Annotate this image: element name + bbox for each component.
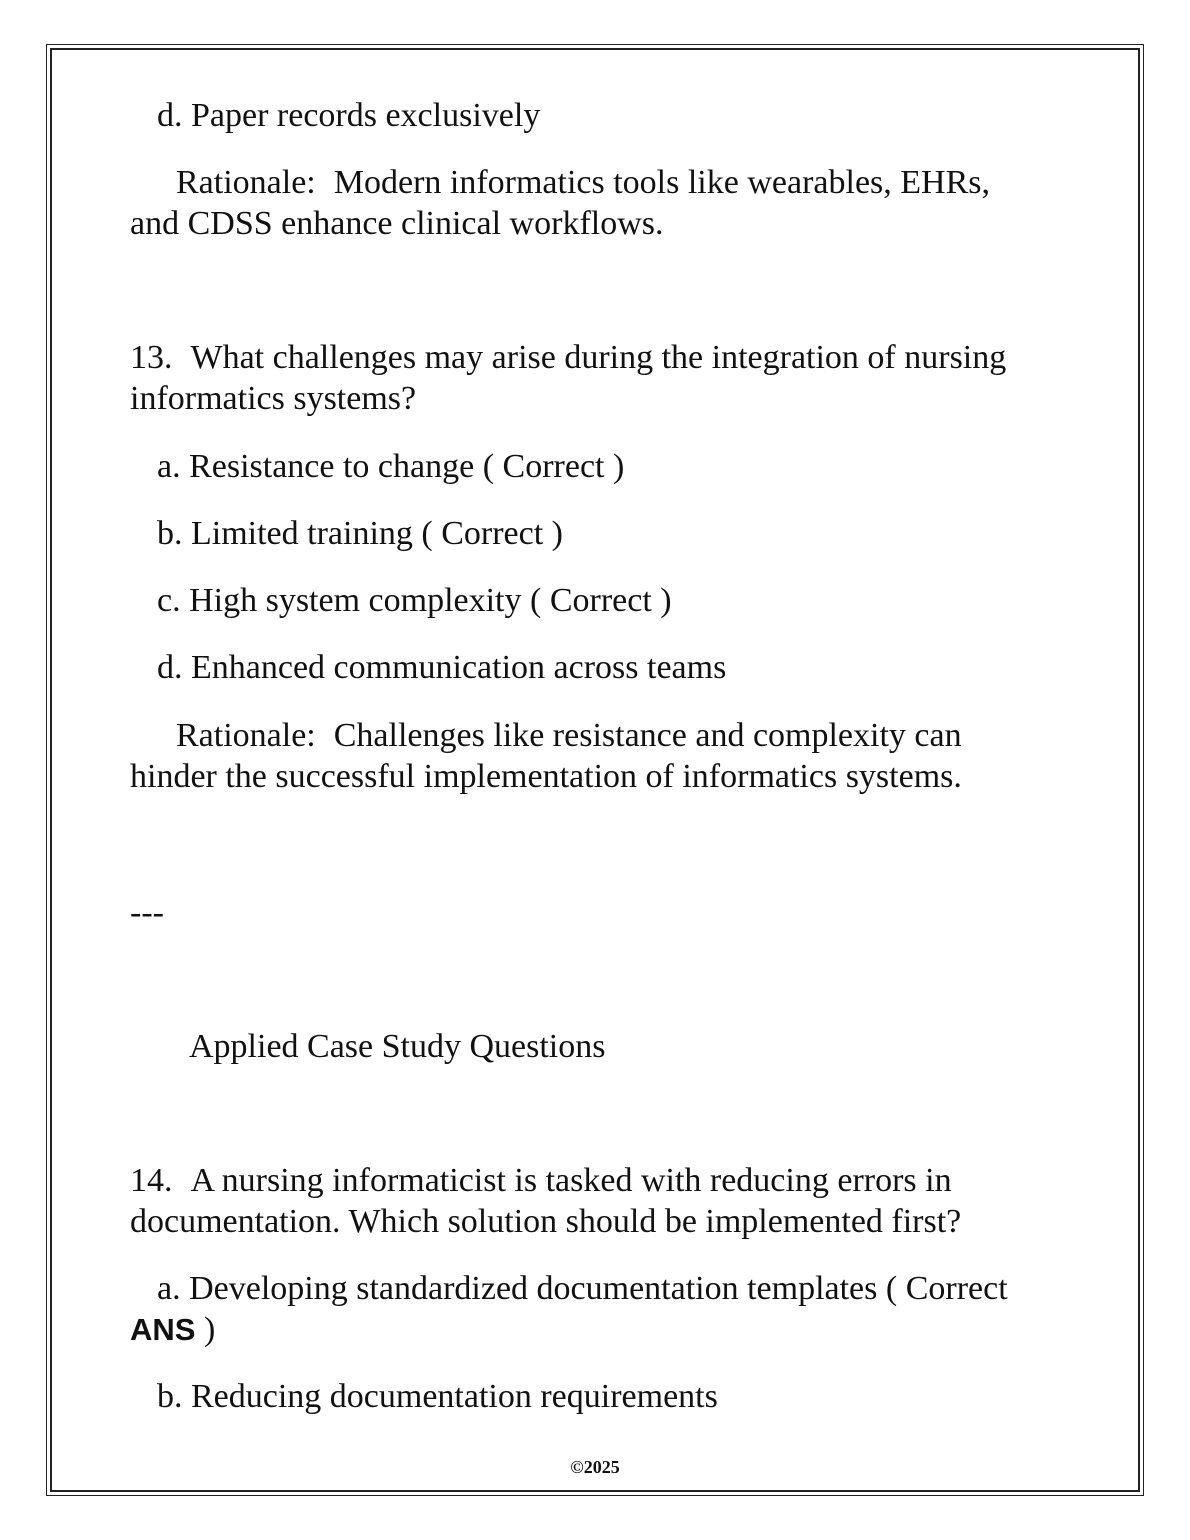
q13-option-d: d. Enhanced communication across teams bbox=[157, 649, 727, 686]
q13-question bbox=[130, 337, 1006, 378]
q12-rationale-continued: and CDSS enhance clinical workflows. bbox=[130, 205, 664, 242]
q12-rationale bbox=[176, 162, 990, 203]
q12-option-d: d. Paper records exclusively bbox=[157, 97, 541, 134]
q14-option-a-continued bbox=[130, 1309, 215, 1350]
rationale-text: Challenges like resistance and complexity can bbox=[333, 717, 962, 754]
question-text: What challenges may arise during the integration of nursing bbox=[190, 339, 1007, 376]
rationale-label: Rationale: bbox=[176, 717, 316, 754]
question-text: A nursing informaticist is tasked with reducing errors in bbox=[190, 1162, 952, 1199]
q13-rationale bbox=[176, 715, 962, 756]
rationale-text: Modern informatics tools like wearables, EHRs, bbox=[333, 164, 990, 201]
q13-option-b: b. Limited training ( Correct ) bbox=[157, 515, 563, 552]
q14-question-continued: documentation. Which solution should be implemented first? bbox=[130, 1203, 962, 1240]
copyright-footer: ©2025 bbox=[570, 1457, 620, 1477]
section-heading: Applied Case Study Questions bbox=[189, 1028, 606, 1065]
closing-paren: ) bbox=[195, 1311, 216, 1348]
q13-question-continued: informatics systems? bbox=[130, 380, 417, 417]
q13-option-a: a. Resistance to change ( Correct ) bbox=[157, 448, 625, 485]
question-number: 13. bbox=[130, 339, 173, 376]
q14-question bbox=[130, 1160, 952, 1201]
q13-rationale-continued: hinder the successful implementation of informatics systems. bbox=[130, 758, 962, 795]
question-number: 14. bbox=[130, 1162, 173, 1199]
section-separator: --- bbox=[130, 894, 164, 931]
q13-option-c: c. High system complexity ( Correct ) bbox=[157, 582, 672, 619]
answer-marker: ANS bbox=[130, 1312, 196, 1347]
q14-option-a: a. Developing standardized documentation templates ( Correct bbox=[157, 1270, 1008, 1307]
q14-option-b: b. Reducing documentation requirements bbox=[157, 1378, 718, 1415]
rationale-label: Rationale: bbox=[176, 164, 316, 201]
